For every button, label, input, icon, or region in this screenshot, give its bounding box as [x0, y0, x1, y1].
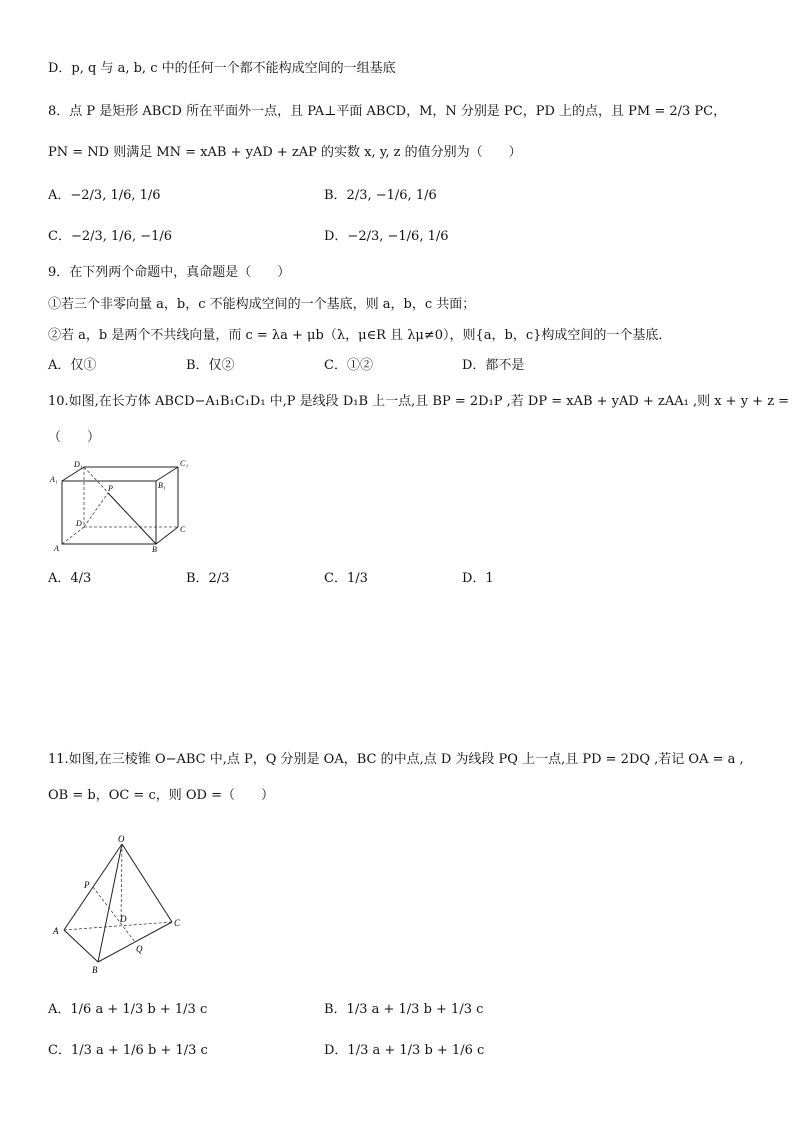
q9-proposition-2: ②若 a，b 是两个不共线向量，而 c = λa + μb（λ，μ∈R 且 λμ≠0），则{a，b，c}构成空间的一个基底．	[48, 328, 672, 343]
label-q: Q	[136, 944, 143, 954]
label-a1: A₁	[50, 475, 58, 484]
q8-option-c[interactable]: C．−2/3, 1/6, −1/6	[48, 229, 173, 244]
q8-stem-line2: PN = ND 则满足 MN = xAB + yAD + zAP 的实数 x, y, z 的值分别为（ ）	[48, 145, 522, 160]
label-c1: C₁	[180, 460, 189, 468]
cuboid-figure	[44, 460, 194, 552]
q8-option-d[interactable]: D．−2/3, −1/6, 1/6	[324, 229, 449, 244]
q10-option-a[interactable]: A．4/3	[48, 571, 92, 586]
q8-option-a[interactable]: A．−2/3, 1/6, 1/6	[48, 188, 161, 203]
label-p: P	[84, 880, 90, 890]
q9-option-d[interactable]: D．都不是	[462, 358, 525, 373]
label-o: O	[118, 834, 125, 844]
q11-option-a[interactable]: A．1/6 a + 1/3 b + 1/3 c	[48, 1002, 208, 1017]
q10-stem-line1: 10.如图,在长方体 ABCD−A₁B₁C₁D₁ 中,P 是线段 D₁B 上一点,且 BP = 2D₁P ,若 DP = xAB + yAD + zAA₁ ,则 x + y + z =	[48, 394, 790, 409]
q9-option-c[interactable]: C．①②	[324, 358, 373, 373]
q8-stem-line1: 8．点 P 是矩形 ABCD 所在平面外一点，且 PA⊥平面 ABCD，M，N 分别是 PC，PD 上的点，且 PM = 2/3 PC，	[48, 104, 727, 119]
q11-option-d[interactable]: D．1/3 a + 1/3 b + 1/6 c	[324, 1043, 485, 1058]
label-a: A	[53, 926, 59, 936]
label-c: C	[180, 525, 186, 534]
label-p: P	[108, 484, 113, 493]
label-d1: D₁	[74, 460, 83, 469]
label-b: B	[92, 965, 98, 975]
q10-stem-line2: （ ）	[48, 430, 101, 445]
label-c: C	[174, 918, 181, 928]
q11-stem-line1: 11.如图,在三棱锥 O−ABC 中,点 P，Q 分别是 OA，BC 的中点,点 D 为线段 PQ 上一点,且 PD = 2DQ ,若记 OA = a ,	[48, 752, 744, 767]
q10-option-c[interactable]: C．1/3	[324, 571, 368, 586]
q9-stem-line1: 9．在下列两个命题中，真命题是（ ）	[48, 265, 291, 280]
q10-option-b[interactable]: B．2/3	[186, 571, 230, 586]
q9-option-b[interactable]: B．仅②	[186, 358, 235, 373]
label-d: D	[120, 914, 127, 924]
q8-option-b[interactable]: B．2/3, −1/6, 1/6	[324, 188, 437, 203]
label-d: D	[76, 519, 82, 528]
q9-option-a[interactable]: A．仅①	[48, 358, 97, 373]
q11-option-b[interactable]: B．1/3 a + 1/3 b + 1/3 c	[324, 1002, 484, 1017]
q9-proposition-1: ①若三个非零向量 a，b，c 不能构成空间的一个基底，则 a，b，c 共面；	[48, 297, 476, 312]
label-a: A	[54, 544, 59, 552]
label-b1: B₁	[158, 481, 166, 490]
label-b: B	[152, 545, 157, 552]
q11-stem-line2: OB = b，OC = c，则 OD =（ ）	[48, 788, 274, 803]
q7-option-d: D．p, q 与 a, b, c 中的任何一个都不能构成空间的一组基底	[48, 61, 396, 76]
pyramid-figure	[50, 830, 190, 975]
q10-option-d[interactable]: D．1	[462, 571, 494, 586]
q11-option-c[interactable]: C．1/3 a + 1/6 b + 1/3 c	[48, 1043, 208, 1058]
